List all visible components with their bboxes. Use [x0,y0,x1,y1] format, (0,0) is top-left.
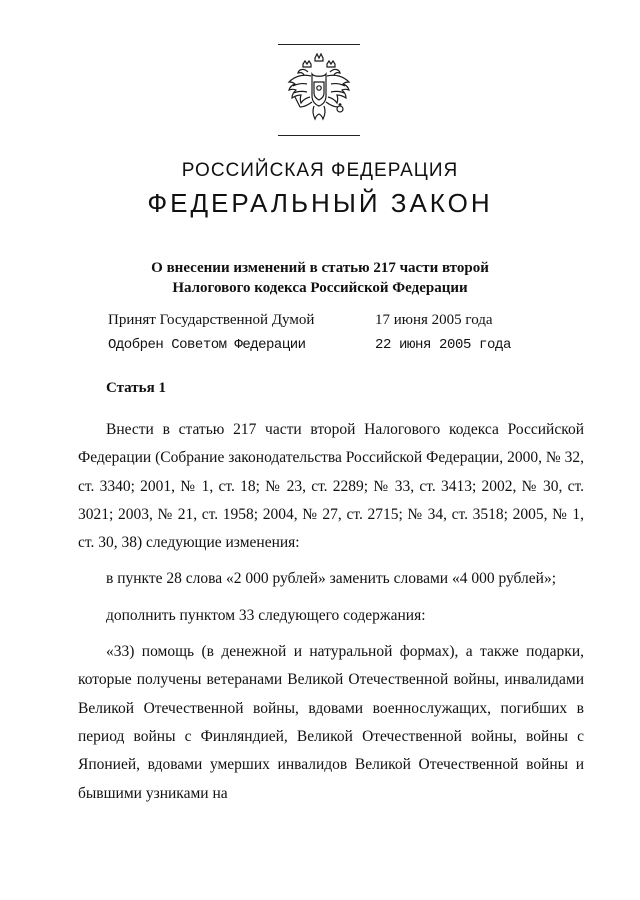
change-paragraph-1: в пункте 28 слова «2 000 рублей» заменить словами «4 000 рублей»; [106,570,557,588]
item-33-paragraph: «33) помощь (в денежной и натуральной формах), а также подарки, которые получены ветеранами Великой Отечественной войны, инвалидами Великой Отечественной войны, вдовами военнослужащих, погибших в период войны с Финляндией, Великой Отечественной войны, войны с Японией, вдовами умерших инвалидов Великой Отечественной войны и бывшими узниками на [78,643,584,802]
article-intro-paragraph: Внести в статью 217 части второй Налогового кодекса Российской Федерации (Собрание законодательства Российской Федерации, 2000, № 32, ст. 3340; 2001, № 1, ст. 18; № 23, ст. 2289; № 33, ст. 3413; 2002, № 30, ст. 3021; 2003, № 21, ст. 1958; 2004, № 27, ст. 2715; № 34, ст. 3518; 2005, № 1, ст. 30, 38) следующие изменения: [78,421,584,552]
adopted-by-duma-label: Принят Государственной Думой [108,312,315,328]
adopted-by-duma-date: 17 июня 2005 года [375,312,493,328]
law-title-line-1: О внесении изменений в статью 217 части второй [151,260,489,276]
emblem-top-rule [278,44,360,45]
article-body [78,416,584,808]
emblem-block [278,44,360,136]
law-title-line-2: Налогового кодекса Российской Федерации [172,280,468,296]
law-title [0,258,640,298]
approved-by-council-date: 22 июня 2005 года [375,337,512,353]
change-paragraph-2: дополнить пунктом 33 следующего содержания: [106,606,426,624]
country-name: РОССИЙСКАЯ ФЕДЕРАЦИЯ [181,160,459,181]
russian-coat-of-arms-eagle-icon [284,52,354,128]
emblem-bottom-rule [278,135,360,136]
law-type-heading: ФЕДЕРАЛЬНЫЙ ЗАКОН [147,188,493,218]
approved-by-council-label: Одобрен Советом Федерации [108,337,306,353]
article-heading: Статья 1 [106,380,166,396]
